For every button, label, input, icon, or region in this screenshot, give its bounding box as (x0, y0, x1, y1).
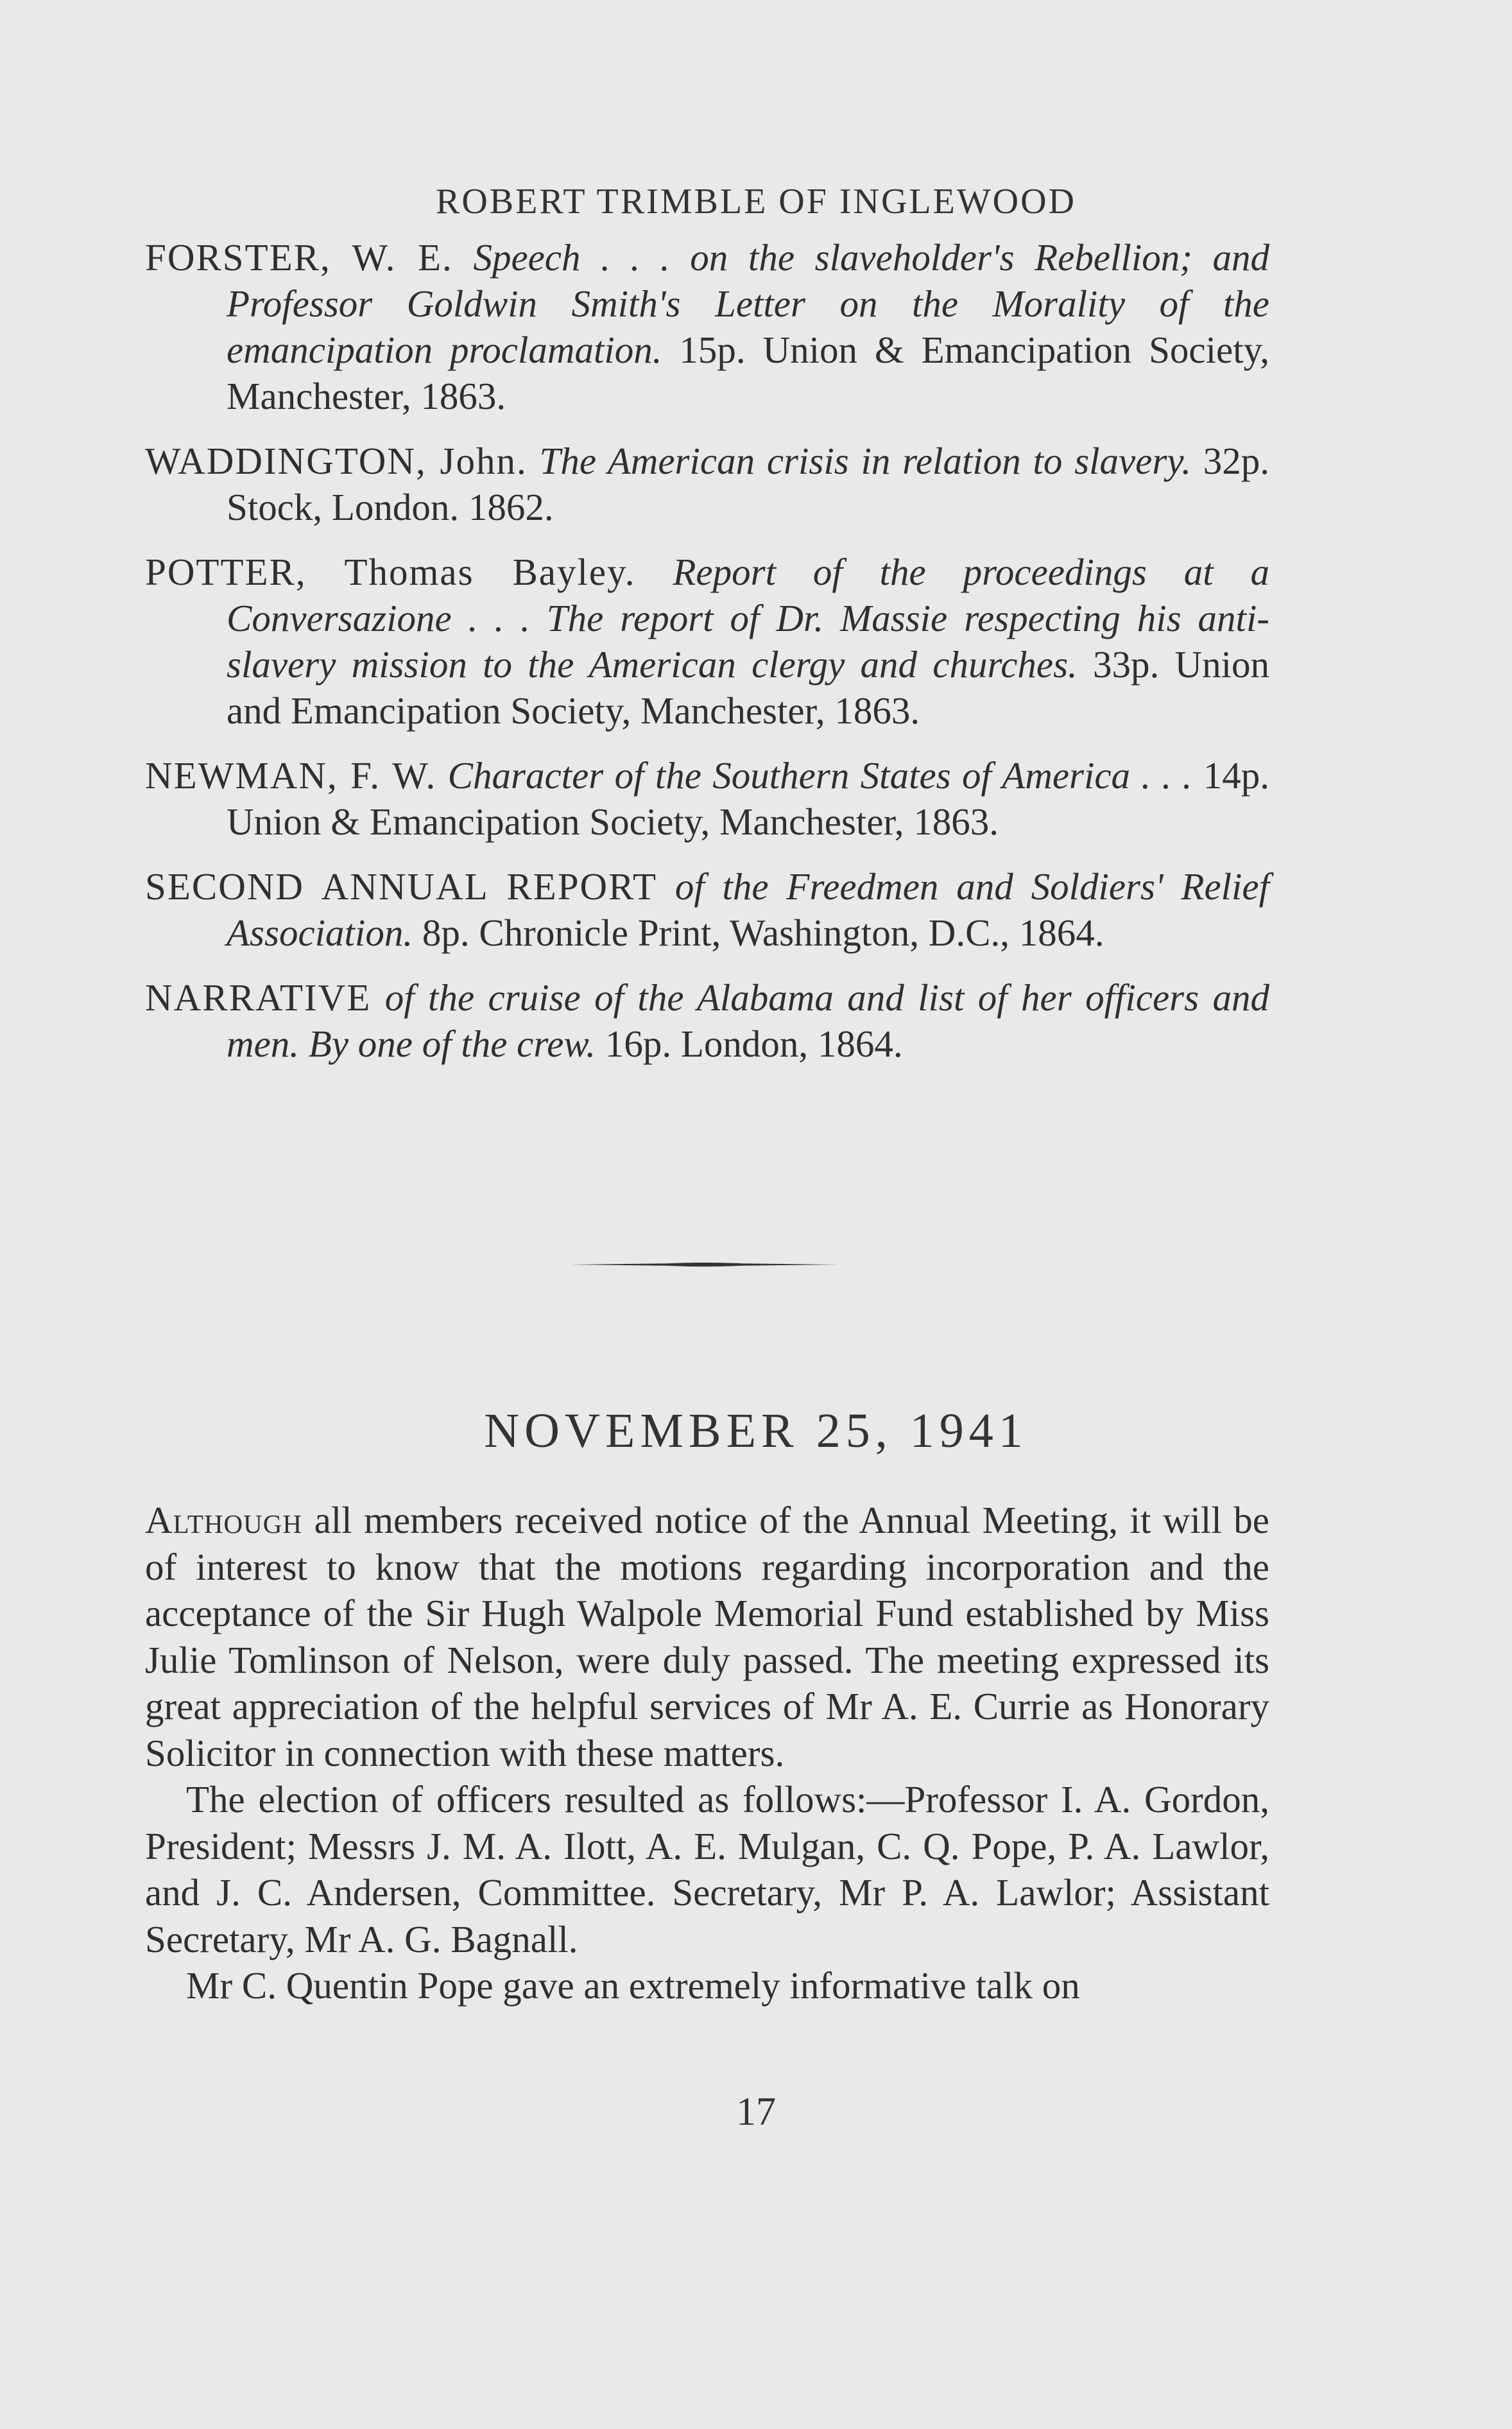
bibliography-entry (145, 863, 1269, 956)
entry-title: The American crisis in relation to slavery. (539, 440, 1192, 482)
bibliography-entry (145, 549, 1269, 734)
section-title: NOVEMBER 25, 1941 (484, 1404, 1028, 1458)
paragraph-text: all members received notice of the Annual Meeting, it will be of interest to know that the motions regarding incorporation and the acceptance of the Sir Hugh Walpole Memorial Fund established by Miss Julie Tomlinson of Nelson, were duly passed. The meeting expressed its great appreciation of the helpful services of Mr A. E. Currie as Honorary Solicitor in connection with these matters. (145, 1499, 1269, 1774)
body-paragraph: The election of officers resulted as follows:—Professor I. A. Gordon, President; Messrs J. M. A. Ilott, A. E. Mulgan, C. Q. Pope, P. A. Lawlor, and J. C. Andersen, Committee. Secretary, Mr P. A. Lawlor; Assistant Secretary, Mr A. G. Bagnall. (145, 1778, 1269, 1960)
entry-details: 33p. Union and Emancipation Society, Manchester, 1863. (227, 643, 1270, 732)
article-body (145, 1497, 1269, 2009)
entry-author: FORSTER, W. E. (145, 236, 453, 279)
entry-author: NARRATIVE (145, 976, 372, 1019)
entry-title: Report of the proceedings at a Conversazione . . . The report of Dr. Massie respecting his anti-slavery mission to the American clergy and churches. (227, 551, 1269, 686)
bibliography-entry (145, 752, 1269, 845)
entry-title: of the Freedmen and Soldiers' Relief Association. (227, 865, 1269, 954)
entry-details: 14p. Union & Emancipation Society, Manchester, 1863. (227, 754, 1270, 843)
bibliography-list (145, 234, 1269, 1085)
body-paragraph (145, 1497, 1269, 1776)
entry-title: Character of the Southern States of America . . . (447, 754, 1192, 797)
entry-author: NEWMAN, F. W. (145, 754, 437, 797)
entry-details: 32p. Stock, London. 1862. (227, 440, 1270, 528)
entry-author: SECOND ANNUAL REPORT (145, 865, 657, 908)
entry-details: 15p. Union & Emancipation Society, Manchester, 1863. (227, 329, 1270, 417)
entry-title: of the cruise of the Alabama and list of her officers and men. By one of the crew. (227, 976, 1269, 1065)
entry-title: Speech . . . on the slaveholder's Rebellion; and Professor Goldwin Smith's Letter on the Morality of the emancipation proclamation. (227, 236, 1270, 371)
running-head: ROBERT TRIMBLE OF INGLEWOOD (436, 182, 1076, 221)
body-paragraph: Mr C. Quentin Pope gave an extremely informative talk on (186, 1964, 1080, 2007)
entry-details: 8p. Chronicle Print, Washington, D.C., 1864. (422, 912, 1104, 954)
bibliography-entry (145, 438, 1269, 530)
section-divider-ornament (570, 1261, 838, 1268)
bibliography-entry (145, 974, 1269, 1067)
page-number: 17 (736, 2090, 776, 2134)
lead-word: Although (145, 1499, 302, 1541)
entry-author: POTTER, Thomas Bayley. (145, 551, 636, 593)
entry-author: WADDINGTON, John. (145, 440, 528, 482)
entry-details: 16p. London, 1864. (605, 1023, 903, 1065)
bibliography-entry (145, 234, 1269, 419)
